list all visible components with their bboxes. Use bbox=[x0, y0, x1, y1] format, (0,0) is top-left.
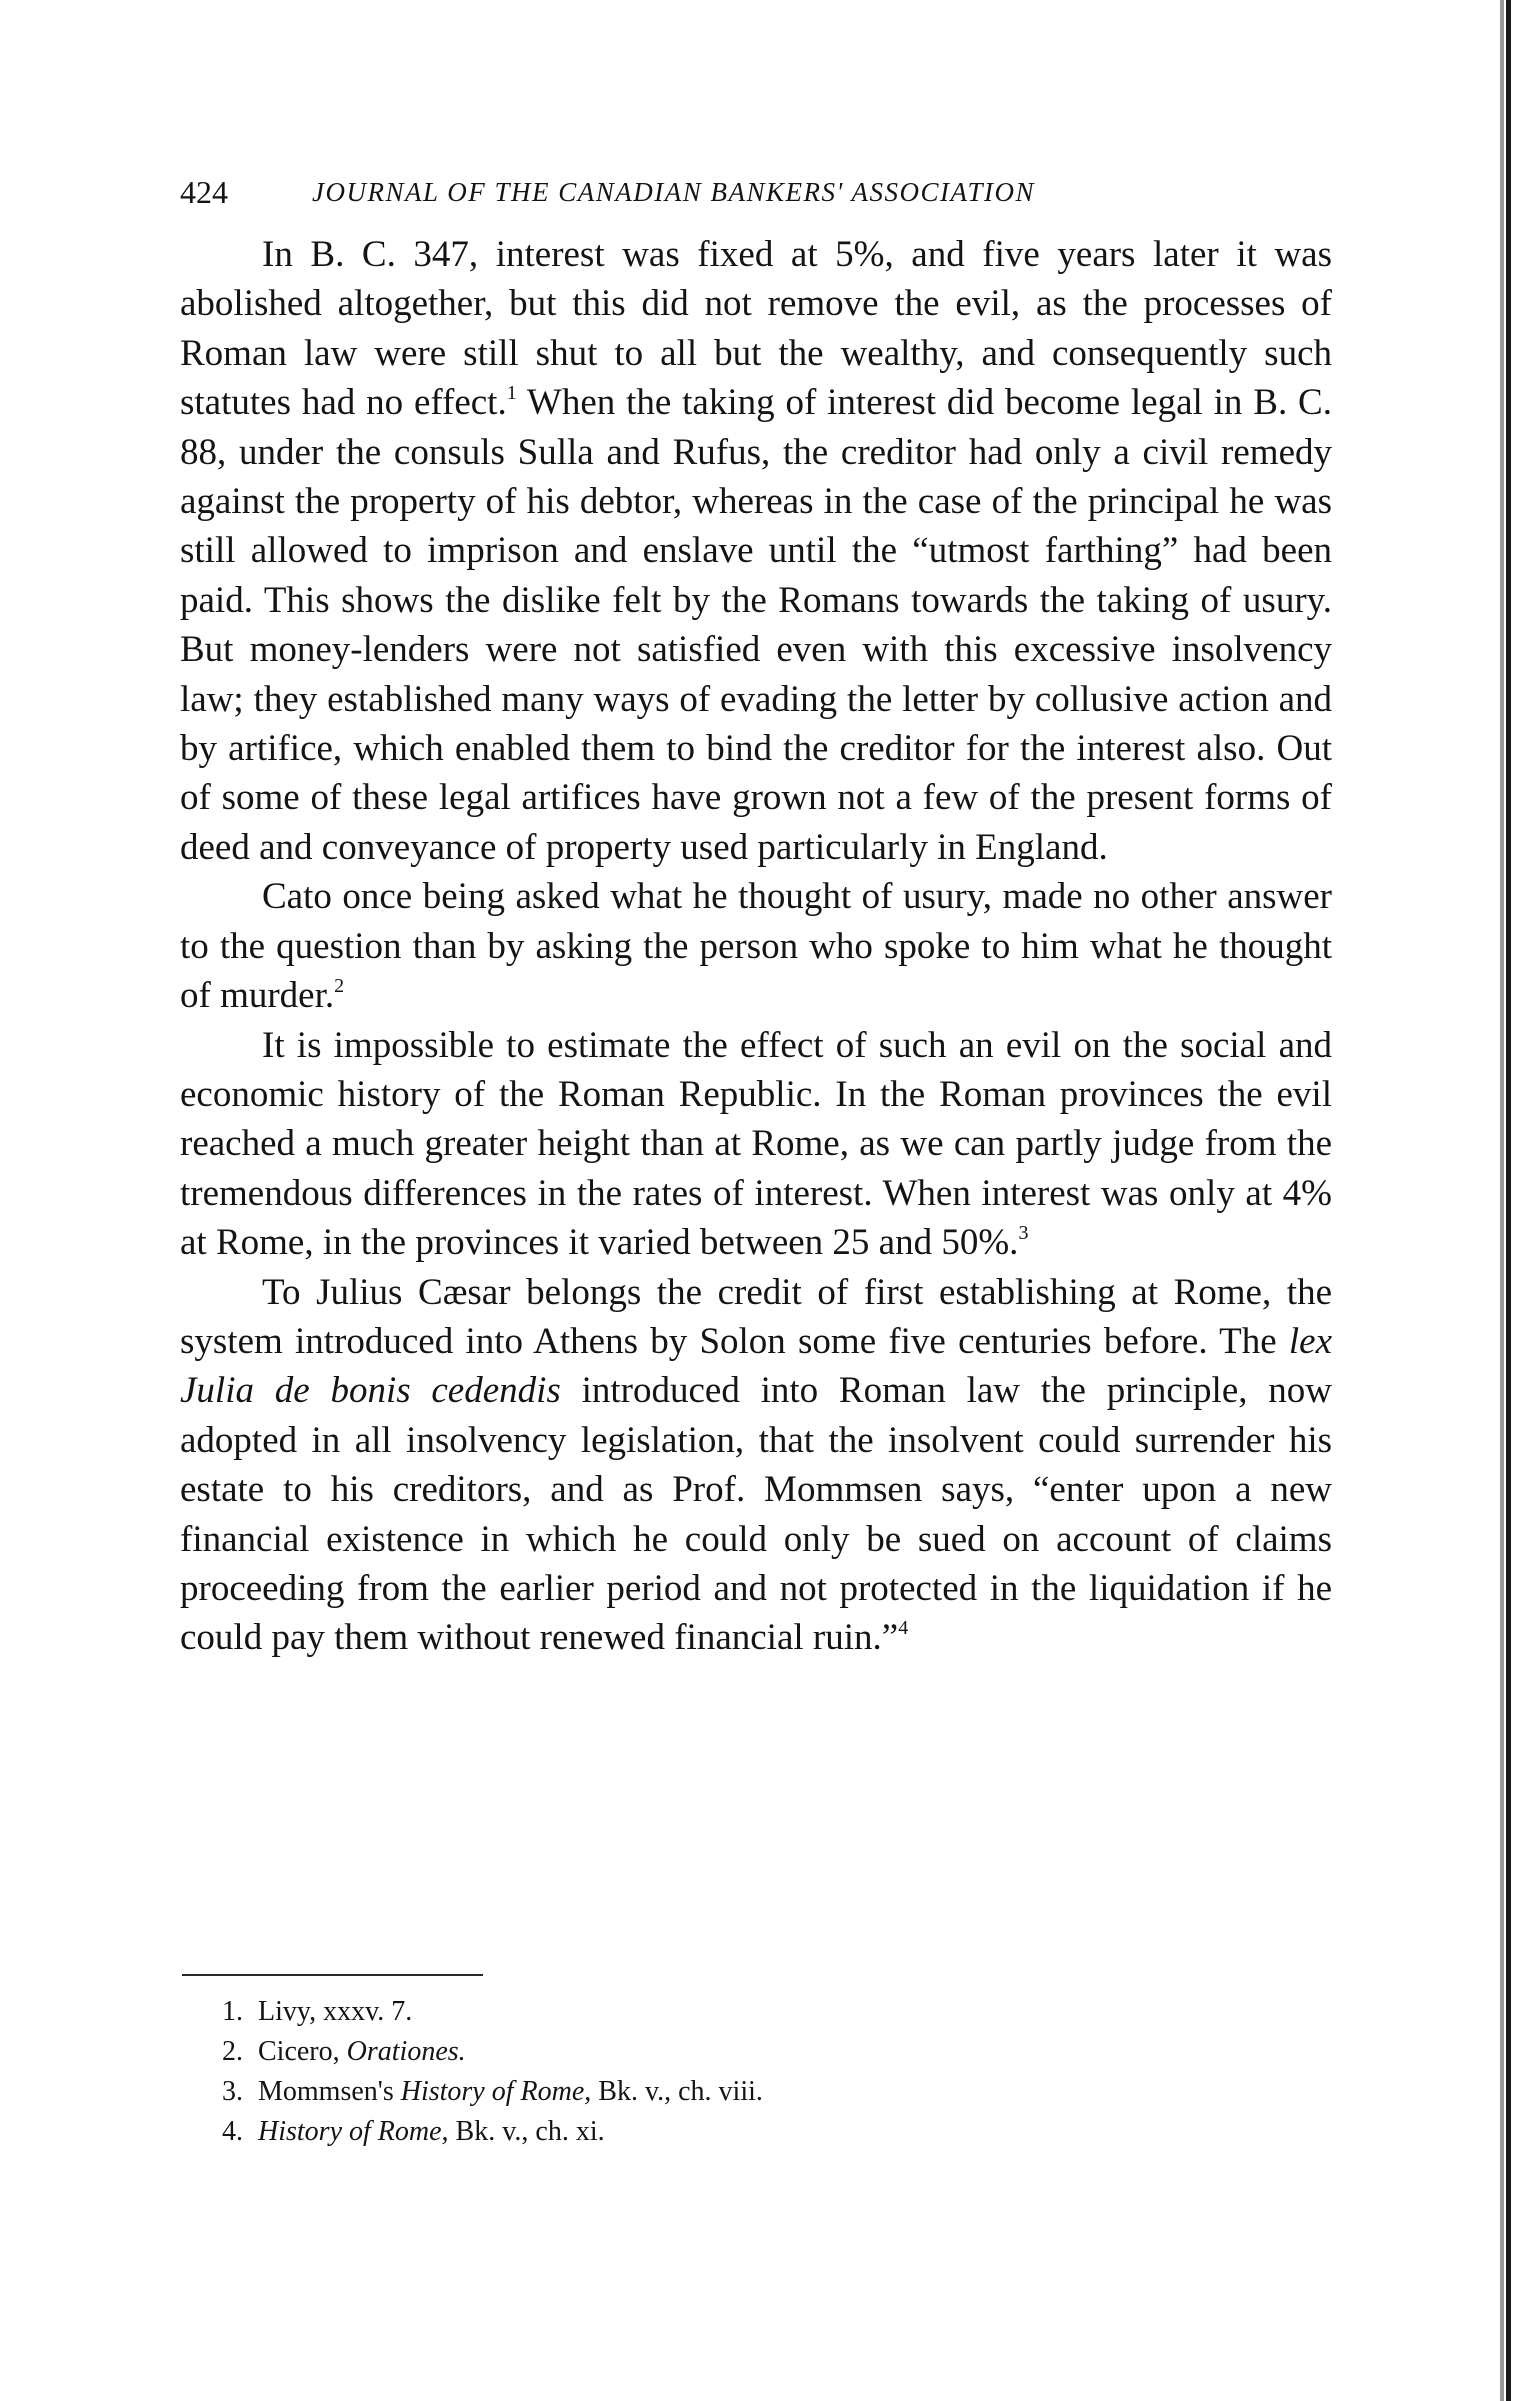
footnote-text: Cicero, bbox=[258, 2036, 347, 2067]
footnote-ref: 3 bbox=[1018, 1222, 1029, 1245]
paragraph-text: To Julius Cæsar belongs the credit of first establishing at Rome, the system introduced into Athens by Solon some five centuries before. The bbox=[180, 1271, 1332, 1362]
footnote bbox=[222, 2032, 1122, 2072]
footnotes bbox=[222, 1992, 1122, 2152]
paragraph-text: When the taking of interest did become legal in B. C. 88, under the consuls Sulla and Rufus, the creditor had only a civil remedy against the property of his debtor, whereas in the case of the principal he was still allowed to imprison and enslave until the “utmost farthing” had been paid. This shows the dislike felt by the Romans towards the taking of usury. But money-lenders were not satisfied even with this excessive insolvency law; they established many ways of evading the letter by collusive action and by artifice, which enabled them to bind the creditor for the interest also. Out of some of these legal artifices have grown not a few of the present forms of deed and conveyance of property used particularly in England. bbox=[180, 382, 1332, 868]
footnote bbox=[222, 1992, 1122, 2032]
footnote-number: 1. bbox=[222, 1996, 243, 2027]
article-body bbox=[180, 230, 1332, 1663]
footnote bbox=[222, 2112, 1122, 2152]
footnote-number: 3. bbox=[222, 2076, 243, 2107]
scan-edge bbox=[1506, 0, 1511, 2401]
footnote-number: 4. bbox=[222, 2116, 243, 2147]
footnote-title: Orationes. bbox=[346, 2036, 466, 2067]
footnote-divider bbox=[182, 1974, 483, 1976]
paragraph-text: introduced into Roman law the principle, now adopted in all insolvency legislation, that the insolvent could surrender his estate to his creditors, and as Prof. Mommsen says, “enter upon a new financial existence in which he could only be sued on account of claims proceeding from the earlier period and not protected in the liquidation if he could pay them without renewed financial ruin.” bbox=[180, 1370, 1332, 1659]
paragraph bbox=[180, 1021, 1332, 1268]
paragraph-text: It is impossible to estimate the effect of such an evil on the social and economic history of the Roman Republic. In the Roman provinces the evil reached a much greater height than at Rome, as we can partly judge from the tremendous differences in the rates of interest. When interest was only at 4% at Rome, in the provinces it varied between 25 and 50%. bbox=[180, 1024, 1332, 1264]
paragraph bbox=[180, 230, 1332, 872]
footnote-text: Livy, xxxv. 7. bbox=[258, 1996, 413, 2027]
scan-edge-shadow bbox=[1500, 0, 1504, 2401]
footnote-text: Bk. v., ch. xi. bbox=[448, 2116, 605, 2147]
footnote-title: History of Rome, bbox=[400, 2076, 592, 2107]
footnote bbox=[222, 2072, 1122, 2112]
paragraph-text: Cato once being asked what he thought of usury, made no other answer to the question than by asking the person who spoke to him what he thought of murder. bbox=[180, 876, 1332, 1017]
footnote-text: Mommsen's bbox=[258, 2076, 401, 2107]
footnote-number: 2. bbox=[222, 2036, 243, 2067]
page-number: 424 bbox=[180, 174, 228, 210]
footnote-ref: 2 bbox=[334, 975, 345, 998]
footnote-ref: 1 bbox=[506, 382, 517, 405]
paragraph bbox=[180, 872, 1332, 1020]
running-title: JOURNAL OF THE CANADIAN BANKERS' ASSOCIATION bbox=[312, 177, 1036, 207]
footnote-title: History of Rome, bbox=[258, 2116, 449, 2147]
footnote-ref: 4 bbox=[898, 1617, 909, 1640]
paragraph-text: In B. C. 347, interest was fixed at 5%, and five years later it was abolished altogether, but this did not remove the evil, as the processes of Roman law were still shut to all but the wealthy, and consequently such statutes had no effect. bbox=[180, 234, 1332, 424]
footnote-text: Bk. v., ch. viii. bbox=[591, 2076, 763, 2107]
latin-statute-title: lex Julia de bonis cedendis bbox=[180, 1320, 1332, 1412]
page-header bbox=[180, 172, 1330, 212]
paragraph bbox=[180, 1268, 1332, 1663]
